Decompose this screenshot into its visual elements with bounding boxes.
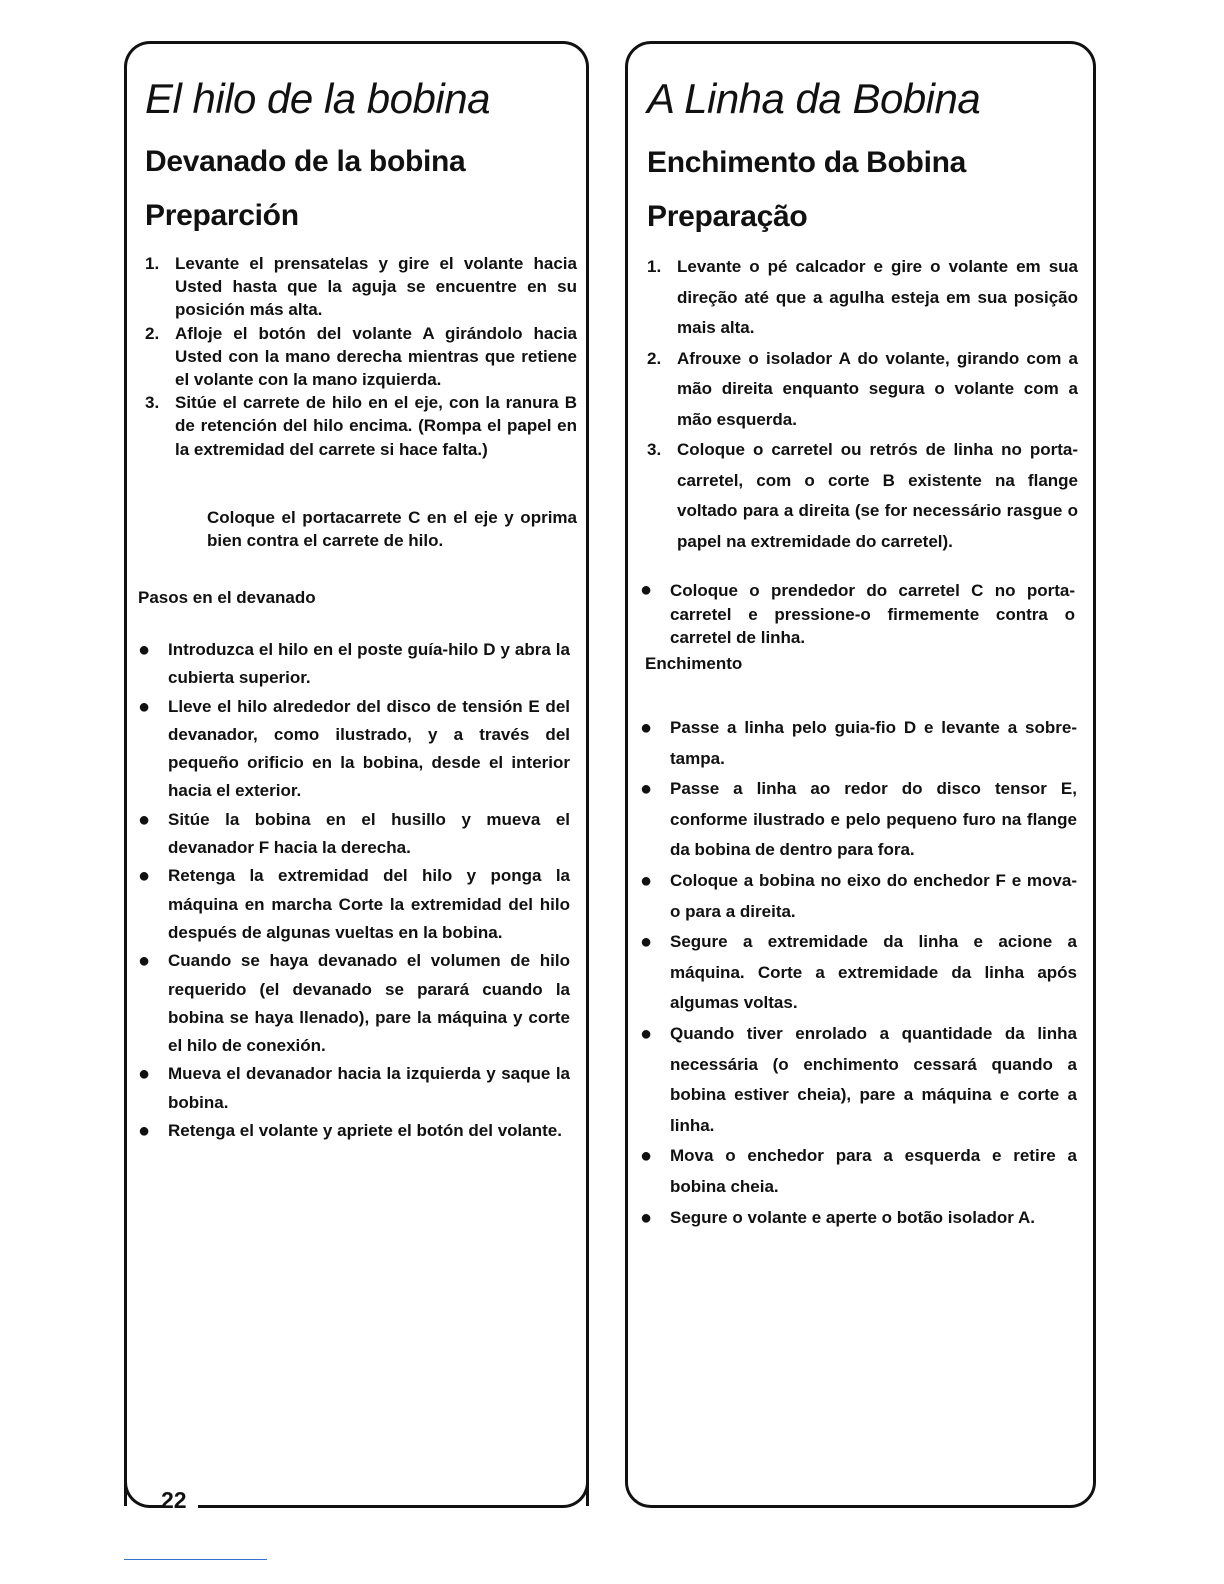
item-number: 3. [647,440,662,459]
bullet-icon: ● [640,869,653,892]
item-text: Sitúe el carrete de hilo en el eje, con la ranura B de retención del hilo encima. (Rompa el papel en la extremidad del carrete si hace falta.) [175,393,577,459]
bullet-icon: ● [138,950,151,973]
list-item [640,579,1075,650]
item-number: 1. [647,257,662,276]
item-text: Passe a linha ao redor do disco tensor E, conforme ilustrado e pelo pequeno furo na flange da bobina de dentro para fora. [670,779,1077,860]
bullet-icon: ● [640,931,653,954]
item-text: Levante o pé calcador e gire o volante em sua direção até que a agulha esteja em sua posição mais alta. [677,257,1078,337]
item-text: Introduzca el hilo en el poste guía-hilo D y abra la cubierta superior. [168,640,570,688]
list-item [138,806,570,863]
item-text: Quando tiver enrolado a quantidade da linha necessária (o enchimento cessará quando a bobina estiver cheia), pare a máquina e corte a linha. [670,1023,1077,1135]
bullet-icon: ● [138,695,151,718]
item-text: Segure a extremidade da linha e acione a máquina. Corte a extremidade da linha após algumas voltas. [670,932,1077,1013]
bullet-icon: ● [138,1063,151,1086]
item-number: 3. [145,393,160,413]
footer-rule [124,1559,267,1560]
portuguese-steps-heading: Enchimento [645,654,743,673]
bullet-icon: ● [138,1120,151,1143]
item-text: Afloje el botón del volante A girándolo hacia Usted con la mano derecha mientras que retiene el volante con la mano izquierda. [175,323,577,390]
list-item [640,866,1077,927]
spanish-title: El hilo de la bobina [145,75,490,122]
item-text: Coloque o carretel ou retrós de linha no porta-carretel, com o corte B existente na flange voltado para a direita (se for necessário rasgue o papel na extremidade do carretel). [677,440,1078,551]
bullet-icon: ● [640,1145,653,1168]
list-item [640,927,1077,1019]
spanish-prep-list [145,252,577,461]
page-number: 22 [161,1487,187,1513]
bullet-icon: ● [640,1022,653,1045]
item-text: Cuando se haya devanado el volumen de hilo requerido (el devanado se parará cuando la bobina se haya llenado), pare la máquina y corte el hilo de conexión. [168,951,570,1056]
portuguese-prep-heading: Preparação [647,200,808,233]
list-item [138,636,570,693]
spanish-steps-list [138,636,570,1145]
list-item [640,774,1077,866]
item-text: Retenga el volante y apriete el botón del volante. [168,1121,562,1141]
list-item [138,1117,570,1145]
frame-bottom-rule [198,1478,589,1508]
item-text: Mova o enchedor para a esquerda e retire a bobina cheia. [670,1146,1077,1196]
item-text: Passe a linha pelo guia-fio D e levante a sobre-tampa. [670,718,1077,768]
item-text: Levante el prensatelas y gire el volante hacia Usted hasta que la aguja se encuentre en su posición más alta. [175,254,577,320]
item-number: 2. [145,323,160,343]
portuguese-prep-list [647,252,1078,557]
spanish-prep-note: Coloque el portacarrete C en el eje y oprima bien contra el carrete de hilo. [207,508,577,551]
list-item [640,713,1077,774]
list-item [138,947,570,1060]
prep-item [145,391,577,461]
item-number: 2. [647,348,662,368]
bullet-icon: ● [138,639,151,661]
prep-item [647,344,1078,436]
list-item [640,1203,1077,1234]
item-text: Segure o volante e aperte o botão isolador A. [670,1207,1035,1227]
item-number: 1. [145,254,160,273]
portuguese-prep-bullet [640,579,1075,650]
portuguese-steps-list [640,713,1077,1233]
portuguese-subtitle: Enchimento da Bobina [647,146,967,179]
item-text: Afrouxe o isolador A do volante, girando com a mão direita enquanto segura o volante com a mão esquerda. [677,348,1078,429]
spanish-prep-heading: Preparción [145,199,299,232]
bullet-icon: ● [640,1206,653,1229]
item-text: Sitúe la bobina en el husillo y mueva el devanador F hacia la derecha. [168,809,570,858]
bullet-icon: ● [138,865,151,888]
prep-item [647,252,1078,344]
bullet-icon: ● [138,808,151,831]
list-item [138,862,570,947]
item-text: Lleve el hilo alrededor del disco de tensión E del devanador, como ilustrado, y a través del pequeño orificio en la bobina, desde el interior hacia el exterior. [168,696,570,801]
list-item [138,693,570,806]
item-text: Coloque o prendedor do carretel C no porta-carretel e pressione-o firmemente contra o carretel de linha. [670,581,1075,647]
spanish-subtitle: Devanado de la bobina [145,145,466,178]
list-item [640,1141,1077,1202]
item-text: Retenga la extremidad del hilo y ponga la máquina en marcha Corte la extremidad del hilo después de algunas vueltas en la bobina. [168,866,570,942]
item-text: Mueva el devanador hacia la izquierda y saque la bobina. [168,1064,570,1112]
list-item [640,1019,1077,1141]
bullet-icon: ● [640,579,653,601]
prep-item [647,435,1078,557]
prep-item [145,322,577,392]
portuguese-title: A Linha da Bobina [647,75,981,122]
list-item [138,1060,570,1117]
spanish-steps-heading: Pasos en el devanado [138,588,316,607]
prep-item [145,252,577,322]
bullet-icon: ● [640,778,653,801]
item-text: Coloque a bobina no eixo do enchedor F e mova-o para a direita. [670,870,1077,921]
bullet-icon: ● [640,717,653,739]
